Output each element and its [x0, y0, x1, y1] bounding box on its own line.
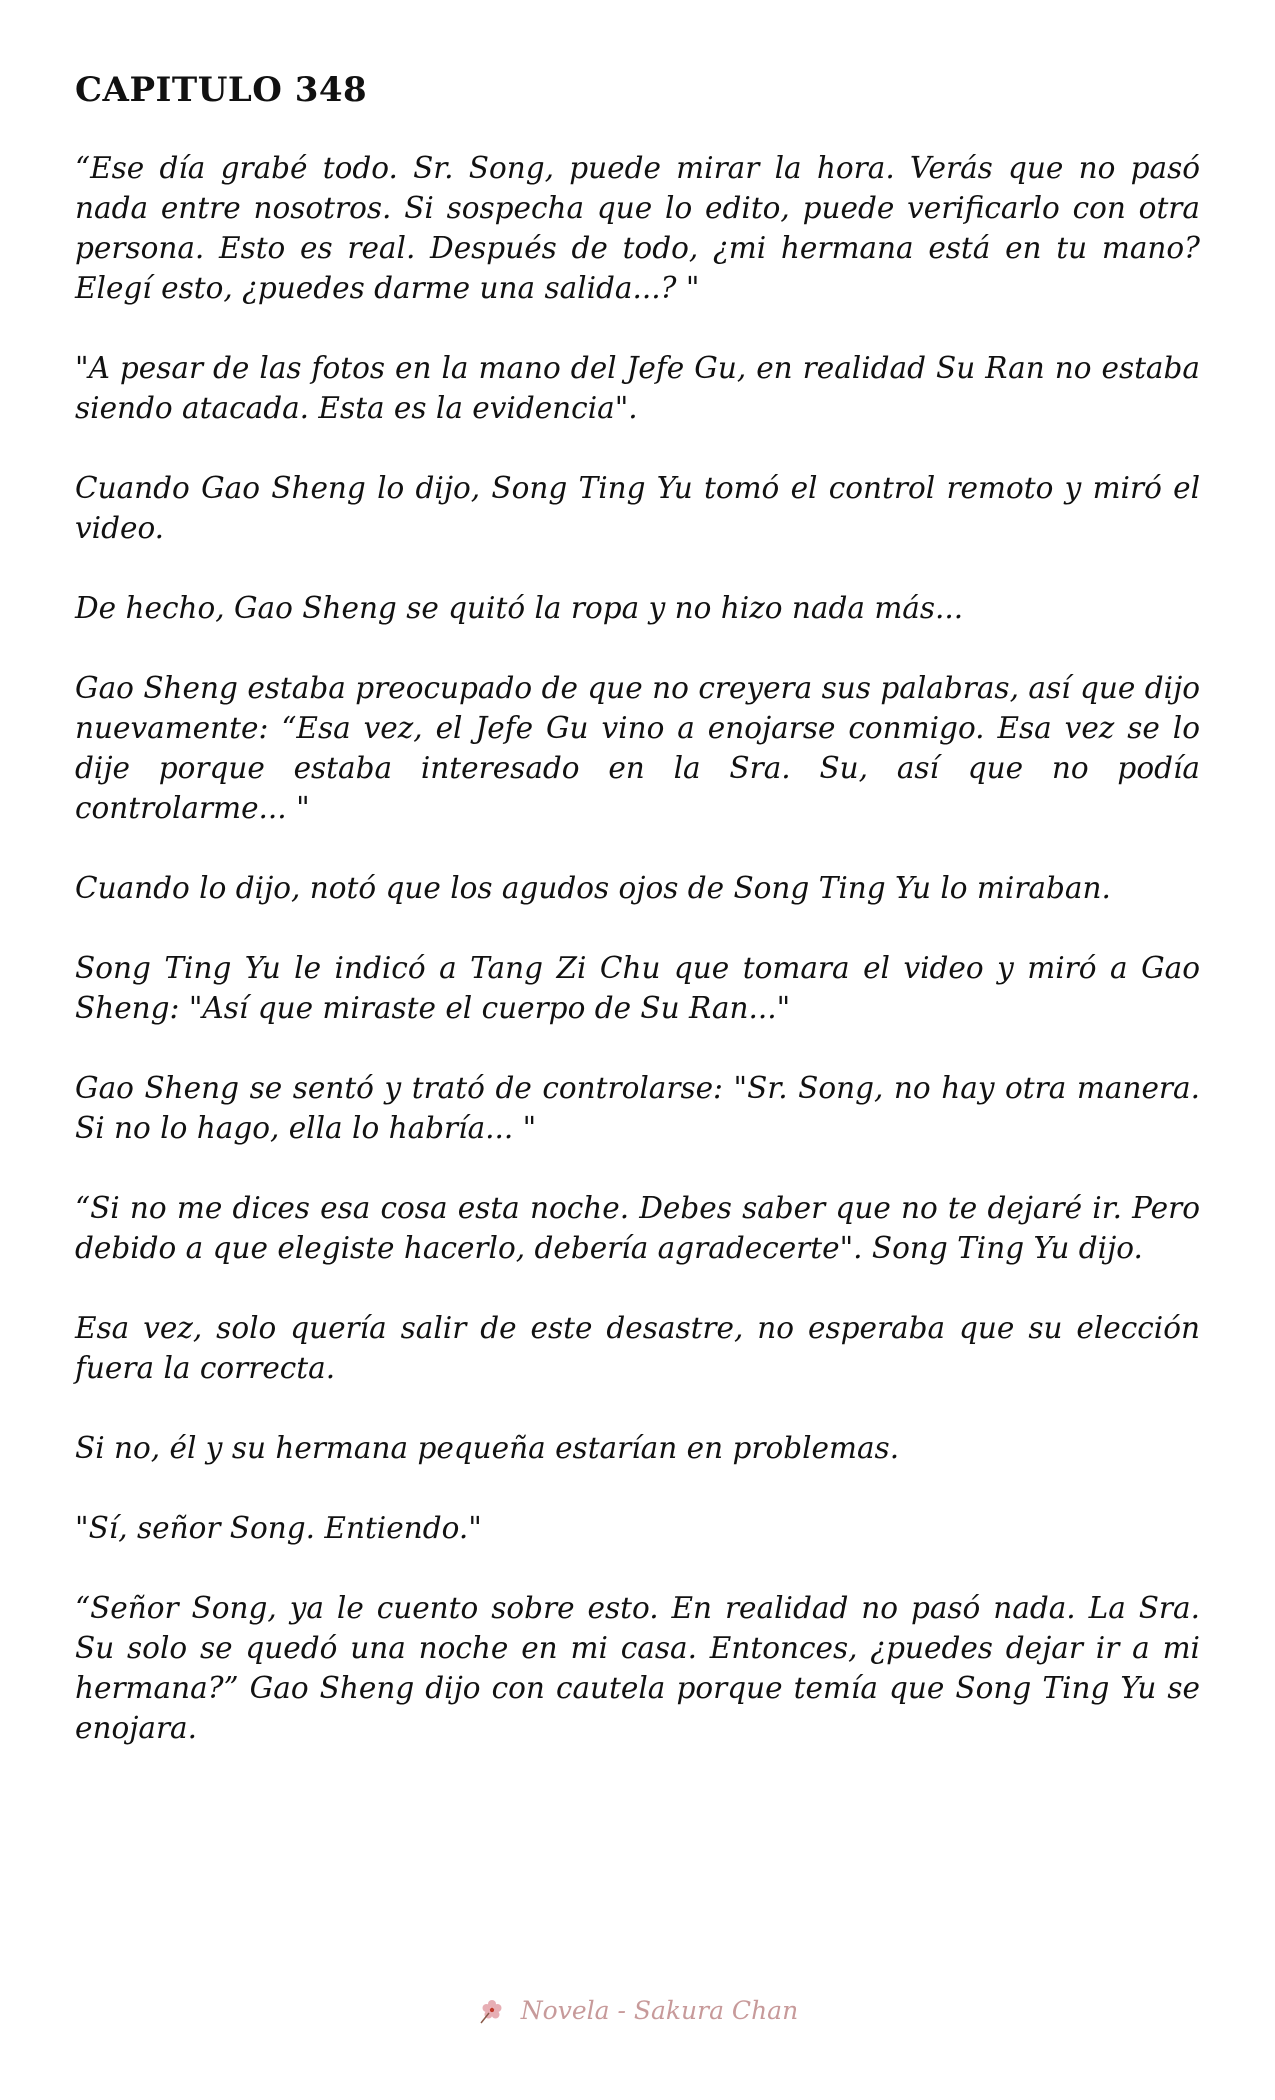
paragraph: “Si no me dices esa cosa esta noche. Debes saber que no te dejaré ir. Pero debido a que elegiste hacerlo, debería agradecerte". Song Ting Yu dijo. [75, 1191, 1200, 1265]
paragraph: Esa vez, solo quería salir de este desastre, no esperaba que su elección fuera la correcta. [75, 1311, 1200, 1385]
paragraph: Song Ting Yu le indicó a Tang Zi Chu que tomara el video y miró a Gao Sheng: "Así que miraste el cuerpo de Su Ran..." [75, 951, 1200, 1025]
paragraph: "Sí, señor Song. Entiendo." [75, 1511, 482, 1545]
paragraph: Si no, él y su hermana pequeña estarían en problemas. [75, 1431, 900, 1465]
paragraph: Cuando Gao Sheng lo dijo, Song Ting Yu tomó el control remoto y miró el video. [75, 471, 1200, 545]
watermark-footer [0, 1995, 1275, 2025]
paragraph: Gao Sheng estaba preocupado de que no creyera sus palabras, así que dijo nuevamente: “Esa vez, el Jefe Gu vino a enojarse conmigo. Esa vez se lo dije porque estaba interesado en la Sra. Su, así que no podía controlarme... " [75, 671, 1200, 825]
paragraph: Gao Sheng se sentó y trató de controlarse: "Sr. Song, no hay otra manera. Si no lo hago, ella lo habría... " [75, 1071, 1200, 1145]
paragraph: "A pesar de las fotos en la mano del Jefe Gu, en realidad Su Ran no estaba siendo atacada. Esta es la evidencia". [75, 351, 1200, 425]
document-page [75, 70, 1200, 1788]
paragraph: De hecho, Gao Sheng se quitó la ropa y no hizo nada más... [75, 591, 964, 625]
paragraph: Cuando lo dijo, notó que los agudos ojos de Song Ting Yu lo miraban. [75, 871, 1111, 905]
sakura-flower-icon [477, 1995, 507, 2025]
watermark-text: Novela - Sakura Chan [520, 1996, 799, 2025]
paragraph: “Señor Song, ya le cuento sobre esto. En realidad no pasó nada. La Sra. Su solo se quedó una noche en mi casa. Entonces, ¿puedes dejar ir a mi hermana?” Gao Sheng dijo con cautela porque temía que Song Ting Yu se enojara. [75, 1591, 1200, 1745]
paragraph: “Ese día grabé todo. Sr. Song, puede mirar la hora. Verás que no pasó nada entre nosotros. Si sospecha que lo edito, puede verificarlo con otra persona. Esto es real. Después de todo, ¿mi hermana está en tu mano? Elegí esto, ¿puedes darme una salida...? " [75, 151, 1200, 305]
chapter-title: CAPITULO 348 [75, 70, 368, 110]
